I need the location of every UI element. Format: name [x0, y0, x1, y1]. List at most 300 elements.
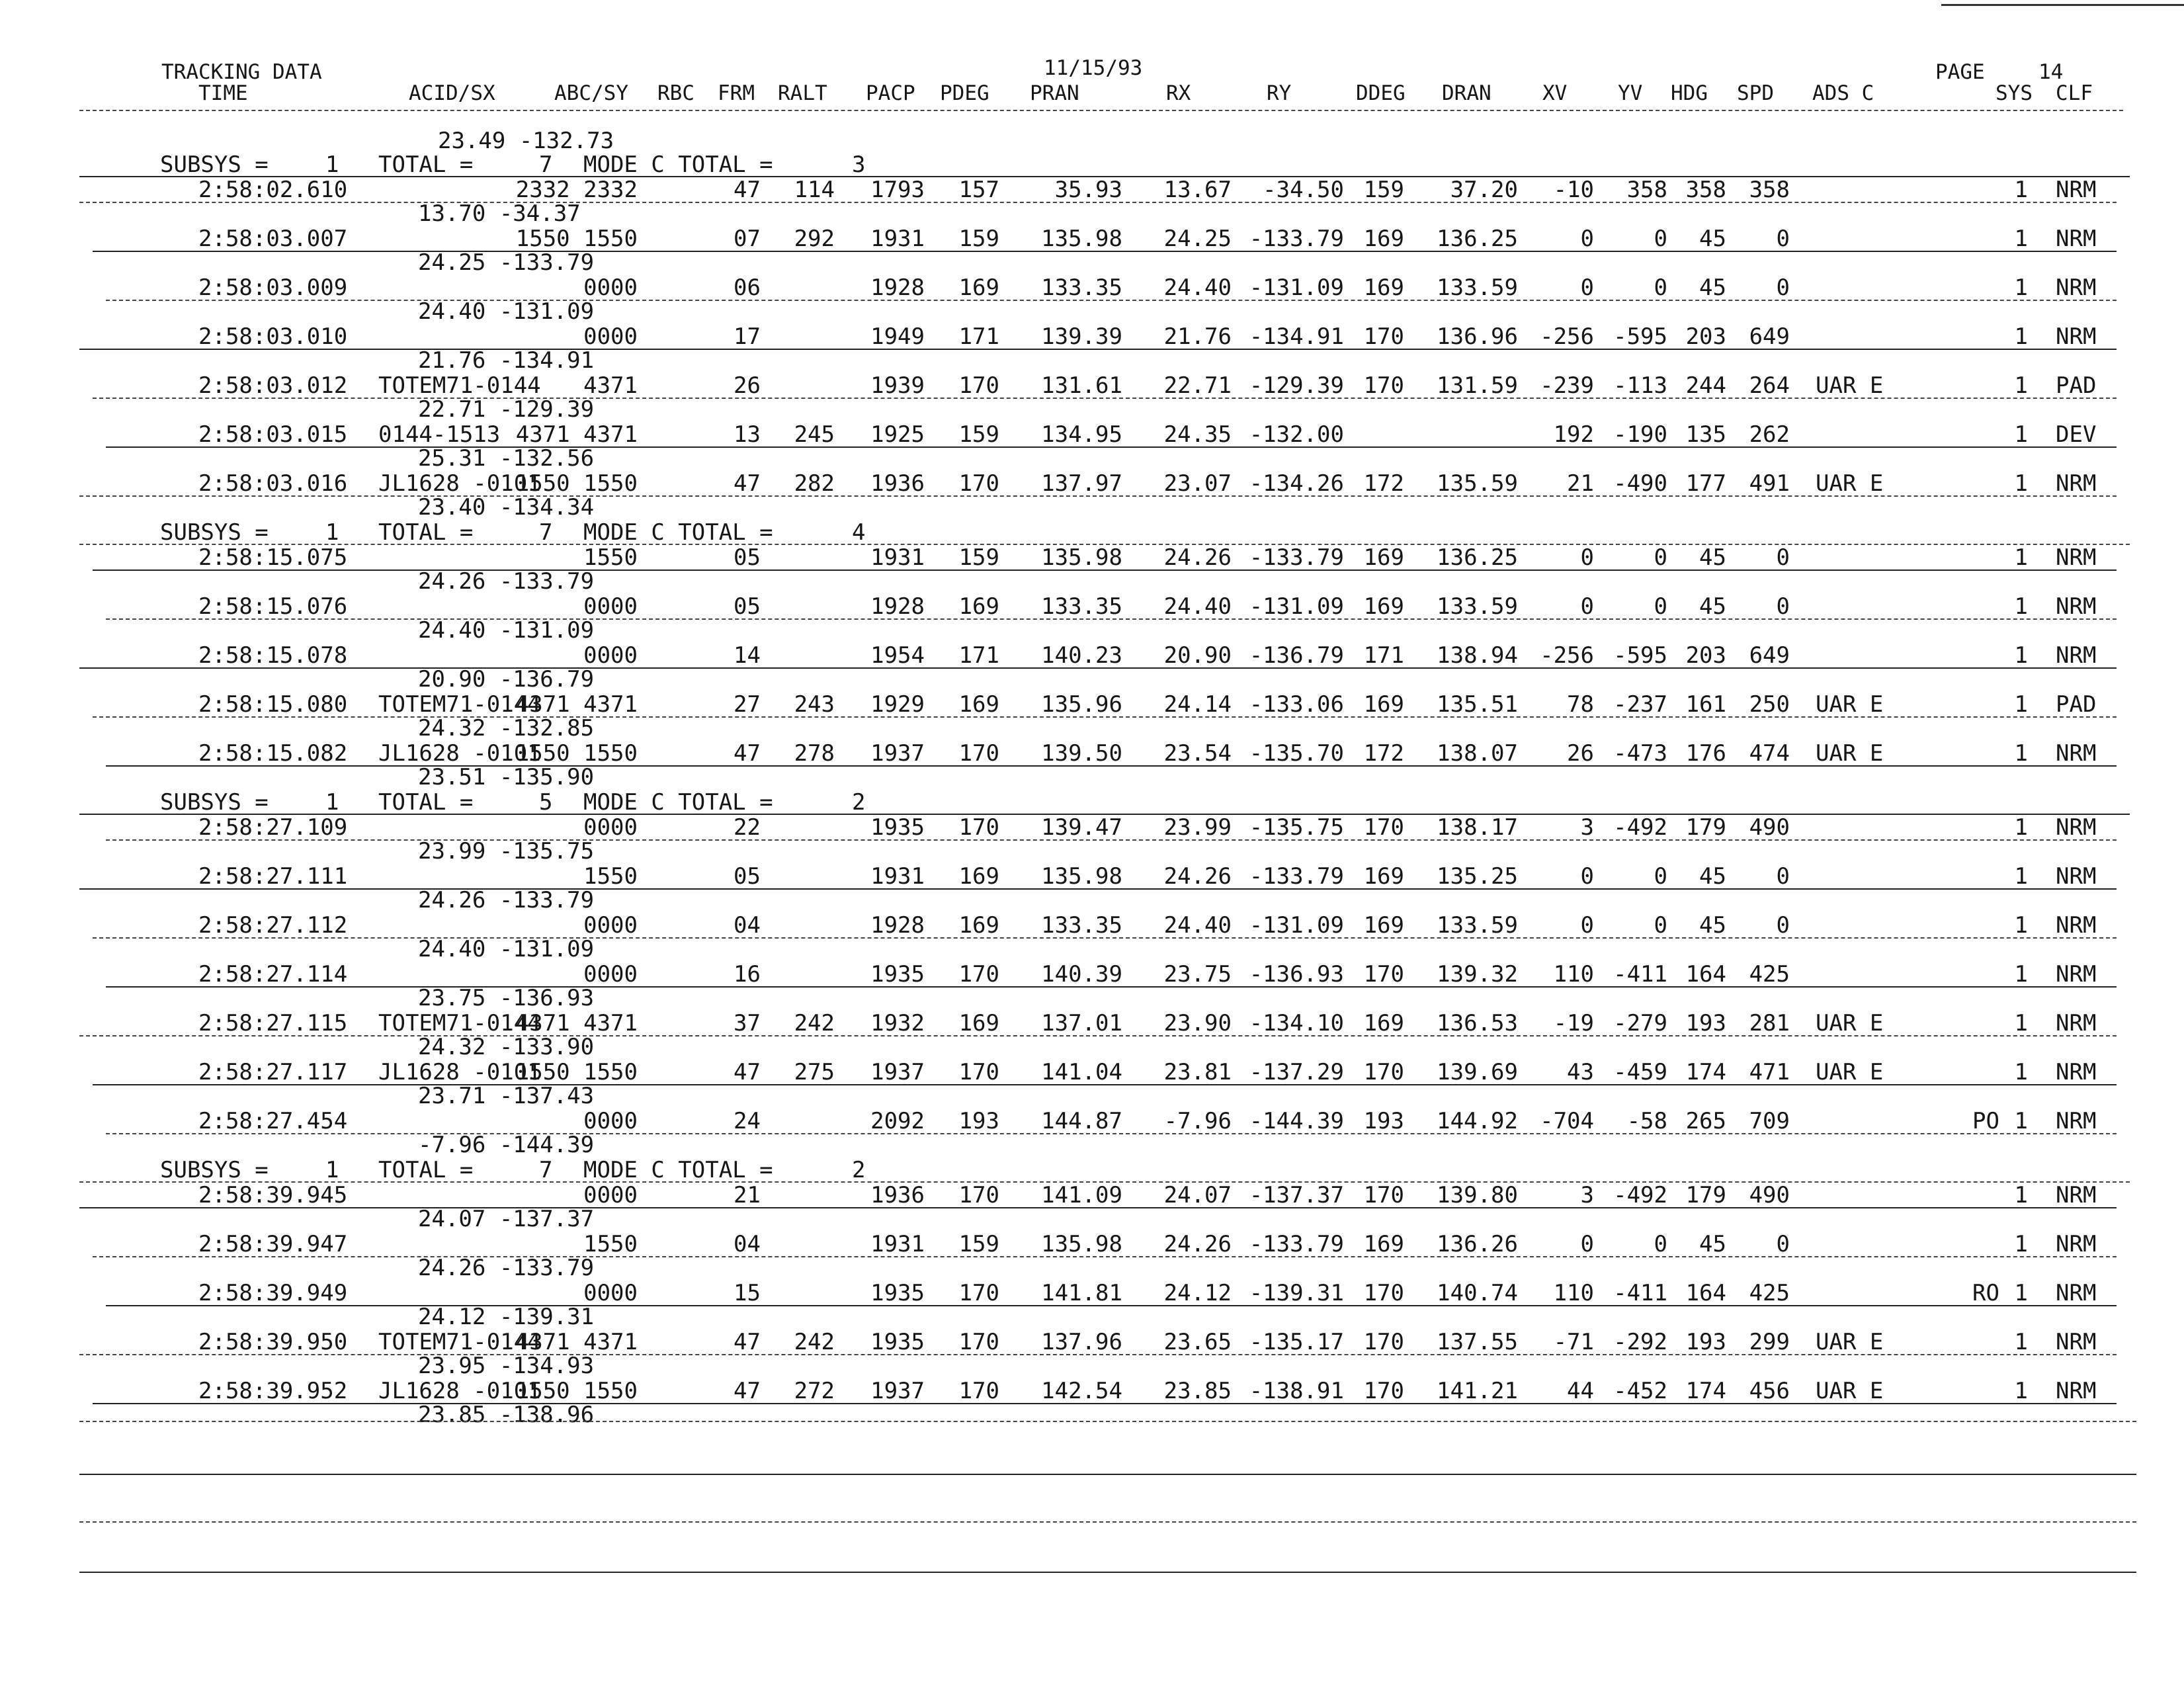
cell-ddeg: 170	[1363, 1059, 1404, 1085]
cell-abc: 4371 4371	[515, 691, 638, 718]
cell-ddeg: 169	[1363, 226, 1404, 252]
cell-xv: 0	[1580, 274, 1594, 301]
table-row	[106, 1305, 2117, 1306]
cell-pacp: 1925	[870, 421, 925, 448]
cell-yv: -190	[1613, 421, 1667, 448]
cell-hdg: 177	[1685, 470, 1726, 497]
cell-time: 2:58:03.012	[198, 372, 348, 399]
cell-acid: JL1628 -0101	[378, 1059, 541, 1085]
blank-ruled-line	[79, 1572, 2136, 1573]
top-right-edge-mark	[1941, 4, 2184, 6]
cell-rbc: 47	[734, 1329, 761, 1355]
cell-rbc: 04	[734, 1231, 761, 1257]
cell-dran: 136.96	[1437, 323, 1518, 350]
cell-hdg: 244	[1685, 372, 1726, 399]
cell-time: 2:58:27.112	[198, 912, 348, 939]
cell-hdg: 265	[1685, 1108, 1726, 1134]
cell-xv: 43	[1567, 1059, 1594, 1085]
cell-coordinates: 24.40 -131.09	[418, 617, 595, 644]
cell-pdeg: 157	[958, 177, 999, 203]
cell-clf: NRM	[2056, 1378, 2097, 1404]
cell-coordinates: 24.40 -131.09	[418, 298, 595, 325]
cell-pacp: 1928	[870, 912, 925, 939]
cell-pdeg: 193	[958, 1108, 999, 1134]
cell-ddeg: 169	[1363, 1010, 1404, 1036]
cell-time: 2:58:39.950	[198, 1329, 348, 1355]
table-row	[106, 765, 2117, 767]
cell-hdg: 358	[1685, 177, 1726, 203]
cell-time: 2:58:15.078	[198, 642, 348, 669]
cell-clf: DEV	[2056, 421, 2097, 448]
cell-xv: 0	[1580, 593, 1594, 620]
cell-time: 2:58:02.610	[198, 177, 348, 203]
cell-spd: 0	[1776, 593, 1790, 620]
cell-hdg: 45	[1699, 544, 1726, 571]
cell-rbc: 05	[734, 863, 761, 890]
page-label: PAGE	[1935, 60, 1985, 84]
cell-rbc: 16	[734, 961, 761, 988]
cell-pdeg: 169	[958, 1010, 999, 1036]
cell-pacp: 1935	[870, 1329, 925, 1355]
cell-spd: 358	[1749, 177, 1790, 203]
cell-rx: 23.65	[1163, 1329, 1232, 1355]
cell-coordinates: 24.25 -133.79	[418, 249, 595, 276]
column-header-ralt: RALT	[778, 81, 827, 105]
cell-pacp: 1937	[870, 1059, 925, 1085]
cell-time: 2:58:15.080	[198, 691, 348, 718]
mode-c-total-value: 3	[852, 151, 866, 178]
cell-dran: 136.53	[1437, 1010, 1518, 1036]
cell-hdg: 203	[1685, 323, 1726, 350]
total-label: TOTAL =	[378, 1157, 474, 1183]
cell-hdg: 174	[1685, 1059, 1726, 1085]
cell-sys: 1	[2014, 863, 2028, 890]
cell-pdeg: 170	[958, 814, 999, 841]
cell-xv: -256	[1540, 642, 1594, 669]
subsys-label: SUBSYS =	[160, 789, 269, 816]
cell-rx: 24.26	[1163, 1231, 1232, 1257]
cell-rx: 24.26	[1163, 544, 1232, 571]
column-header-pacp: PACP	[866, 81, 915, 105]
cell-xv: 0	[1580, 1231, 1594, 1257]
cell-clf: NRM	[2056, 177, 2097, 203]
column-header-xv: XV	[1542, 81, 1568, 105]
cell-time: 2:58:03.007	[198, 226, 348, 252]
cell-dran: 138.17	[1437, 814, 1518, 841]
cell-spd: 262	[1749, 421, 1790, 448]
cell-pdeg: 170	[958, 961, 999, 988]
cell-hdg: 179	[1685, 1182, 1726, 1208]
cell-pacp: 1928	[870, 593, 925, 620]
cell-spd: 425	[1749, 1280, 1790, 1306]
cell-spd: 0	[1776, 912, 1790, 939]
cell-pacp: 1936	[870, 470, 925, 497]
total-value: 5	[539, 789, 553, 816]
cell-yv: 358	[1626, 177, 1667, 203]
cell-xv: -71	[1553, 1329, 1594, 1355]
cell-ry: -138.91	[1249, 1378, 1344, 1404]
cell-coordinates: 23.99 -135.75	[418, 838, 595, 865]
cell-pran: 141.09	[1041, 1182, 1122, 1208]
table-row	[93, 1256, 2117, 1257]
cell-time: 2:58:03.016	[198, 470, 348, 497]
subsys-value: 1	[325, 151, 339, 178]
cell-ddeg: 170	[1363, 814, 1404, 841]
table-row	[93, 251, 2117, 252]
cell-rx: 24.26	[1163, 863, 1232, 890]
cell-rx: 24.14	[1163, 691, 1232, 718]
table-row	[79, 1035, 2117, 1036]
cell-yv: 0	[1654, 544, 1667, 571]
cell-clf: NRM	[2056, 740, 2097, 767]
cell-spd: 490	[1749, 1182, 1790, 1208]
cell-yv: -292	[1613, 1329, 1667, 1355]
cell-abc: 0000	[583, 1108, 638, 1134]
cell-ry: -144.39	[1249, 1108, 1344, 1134]
cell-dran: 139.32	[1437, 961, 1518, 988]
cell-pran: 133.35	[1041, 912, 1122, 939]
cell-acid: JL1628 -0101	[378, 1378, 541, 1404]
cell-pdeg: 170	[958, 1329, 999, 1355]
total-label: TOTAL =	[378, 519, 474, 546]
total-value: 7	[539, 151, 553, 178]
cell-sys: 1	[2014, 593, 2028, 620]
cell-sys: 1	[2014, 226, 2028, 252]
table-row	[93, 937, 2117, 939]
cell-rx: 23.81	[1163, 1059, 1232, 1085]
cell-pacp: 1936	[870, 1182, 925, 1208]
cell-clf: NRM	[2056, 961, 2097, 988]
cell-yv: -473	[1613, 740, 1667, 767]
cell-rbc: 26	[734, 372, 761, 399]
cell-coordinates: 22.71 -129.39	[418, 396, 595, 423]
table-row	[79, 888, 2117, 890]
cell-pdeg: 170	[958, 1378, 999, 1404]
cell-sys: 1	[2014, 691, 2028, 718]
cell-acid: TOTEM71-0144	[378, 372, 541, 399]
cell-time: 2:58:27.111	[198, 863, 348, 890]
cell-pran: 137.96	[1041, 1329, 1122, 1355]
cell-frm: 272	[794, 1378, 835, 1404]
cell-dran: 144.92	[1437, 1108, 1518, 1134]
cell-pacp: 1937	[870, 740, 925, 767]
table-row	[106, 1133, 2117, 1134]
total-label: TOTAL =	[378, 789, 474, 816]
cell-hdg: 179	[1685, 814, 1726, 841]
cell-spd: 0	[1776, 544, 1790, 571]
cell-frm: 114	[794, 177, 835, 203]
cell-spd: 0	[1776, 226, 1790, 252]
group-divider	[79, 814, 2130, 815]
cell-dran: 133.59	[1437, 593, 1518, 620]
cell-ro-flag: RO	[1972, 1280, 1999, 1306]
cell-clf: NRM	[2056, 1010, 2097, 1036]
cell-pacp: 1935	[870, 961, 925, 988]
cell-dran: 133.59	[1437, 274, 1518, 301]
cell-pdeg: 170	[958, 372, 999, 399]
cell-hdg: 176	[1685, 740, 1726, 767]
table-row	[79, 1207, 2117, 1208]
cell-ddeg: 159	[1363, 177, 1404, 203]
cell-coordinates: 24.07 -137.37	[418, 1206, 595, 1232]
cell-rbc: 07	[734, 226, 761, 252]
cell-pran: 134.95	[1041, 421, 1122, 448]
cell-ry: -131.09	[1249, 274, 1344, 301]
cell-yv: -411	[1613, 961, 1667, 988]
cell-dran: 135.25	[1437, 863, 1518, 890]
cell-sys: 1	[2014, 470, 2028, 497]
cell-pacp: 2092	[870, 1108, 925, 1134]
cell-coordinates: 24.26 -133.79	[418, 1255, 595, 1281]
cell-abc: 0000	[583, 912, 638, 939]
cell-coordinates: 23.85 -138.96	[418, 1402, 595, 1428]
mode-c-total-label: MODE C TOTAL =	[583, 1157, 773, 1183]
cell-ry: -129.39	[1249, 372, 1344, 399]
cell-pran: 131.61	[1041, 372, 1122, 399]
cell-pran: 139.47	[1041, 814, 1122, 841]
cell-yv: -595	[1613, 642, 1667, 669]
page-number: 14	[2038, 60, 2064, 84]
group-divider	[79, 176, 2130, 177]
cell-coordinates: 23.71 -137.43	[418, 1083, 595, 1109]
cell-coordinates: 24.32 -133.90	[418, 1034, 595, 1060]
table-row	[93, 1403, 2117, 1404]
cell-ddeg: 170	[1363, 323, 1404, 350]
cell-abc: 1550 1550	[515, 1059, 638, 1085]
cell-ry: -133.79	[1249, 544, 1344, 571]
cell-abc: 1550 1550	[515, 1378, 638, 1404]
cell-frm: 292	[794, 226, 835, 252]
cell-spd: 649	[1749, 323, 1790, 350]
cell-coordinates: 23.75 -136.93	[418, 985, 595, 1011]
cell-ddeg: 170	[1363, 1329, 1404, 1355]
cell-abc: 4371 4371	[515, 1329, 638, 1355]
cell-ry: -133.79	[1249, 226, 1344, 252]
cell-clf: NRM	[2056, 1108, 2097, 1134]
cell-ddeg: 171	[1363, 642, 1404, 669]
cell-ry: -135.17	[1249, 1329, 1344, 1355]
header-underline	[79, 110, 2123, 111]
cell-abc: 0000	[583, 593, 638, 620]
cell-sys: 1	[2014, 1059, 2028, 1085]
cell-clf: NRM	[2056, 593, 2097, 620]
cell-hdg: 203	[1685, 642, 1726, 669]
cell-pacp: 1935	[870, 1280, 925, 1306]
column-header-sys: SYS	[1995, 81, 2033, 105]
cell-pdeg: 170	[958, 1280, 999, 1306]
column-header-clf: CLF	[2056, 81, 2093, 105]
cell-acid: JL1628 -0101	[378, 740, 541, 767]
subsys-label: SUBSYS =	[160, 151, 269, 178]
cell-pacp: 1931	[870, 544, 925, 571]
cell-abc: 4371	[583, 372, 638, 399]
cell-pacp: 1935	[870, 814, 925, 841]
cell-abc: 0000	[583, 642, 638, 669]
cell-pdeg: 169	[958, 274, 999, 301]
cell-pdeg: 159	[958, 544, 999, 571]
cell-dran: 139.69	[1437, 1059, 1518, 1085]
cell-rx: 23.54	[1163, 740, 1232, 767]
cell-pdeg: 159	[958, 1231, 999, 1257]
cell-ry: -134.26	[1249, 470, 1344, 497]
cell-spd: 474	[1749, 740, 1790, 767]
cell-pacp: 1939	[870, 372, 925, 399]
cell-pran: 142.54	[1041, 1378, 1122, 1404]
cell-coordinates: 24.26 -133.79	[418, 568, 595, 595]
cell-acid: TOTEM71-0144	[378, 691, 541, 718]
cell-clf: NRM	[2056, 1231, 2097, 1257]
cell-yv: 0	[1654, 1231, 1667, 1257]
cell-ry: -134.10	[1249, 1010, 1344, 1036]
cell-rbc: 05	[734, 544, 761, 571]
cell-xv: -256	[1540, 323, 1594, 350]
cell-xv: -10	[1553, 177, 1594, 203]
cell-ads-c: UAR E	[1816, 1329, 1884, 1355]
cell-sys: 1	[2014, 1231, 2028, 1257]
cell-spd: 490	[1749, 814, 1790, 841]
cell-pran: 140.39	[1041, 961, 1122, 988]
cell-dran: 141.21	[1437, 1378, 1518, 1404]
cell-pdeg: 169	[958, 912, 999, 939]
table-row	[93, 398, 2117, 399]
cell-xv: 192	[1553, 421, 1594, 448]
table-row	[93, 1084, 2117, 1085]
mode-c-total-label: MODE C TOTAL =	[583, 151, 773, 178]
cell-sys: 1	[2014, 642, 2028, 669]
cell-abc: 1550	[583, 863, 638, 890]
cell-rx: -7.96	[1163, 1108, 1232, 1134]
cell-pacp: 1929	[870, 691, 925, 718]
cell-dran: 37.20	[1450, 177, 1518, 203]
lead-coordinate-line: 23.49 -132.73	[438, 128, 614, 154]
cell-yv: 0	[1654, 863, 1667, 890]
column-header-spd: SPD	[1737, 81, 1774, 105]
cell-coordinates: 24.26 -133.79	[418, 887, 595, 913]
cell-pacp: 1932	[870, 1010, 925, 1036]
table-row	[106, 839, 2117, 841]
cell-pdeg: 171	[958, 642, 999, 669]
cell-hdg: 164	[1685, 1280, 1726, 1306]
cell-rbc: 47	[734, 1059, 761, 1085]
cell-dran: 136.25	[1437, 544, 1518, 571]
cell-abc: 4371 4371	[515, 421, 638, 448]
subsys-label: SUBSYS =	[160, 519, 269, 546]
total-value: 7	[539, 519, 553, 546]
cell-pdeg: 170	[958, 740, 999, 767]
cell-clf: NRM	[2056, 1059, 2097, 1085]
cell-yv: -411	[1613, 1280, 1667, 1306]
cell-ads-c: UAR E	[1816, 1059, 1884, 1085]
cell-clf: PAD	[2056, 691, 2097, 718]
cell-rbc: 24	[734, 1108, 761, 1134]
cell-dran: 140.74	[1437, 1280, 1518, 1306]
cell-ry: -131.09	[1249, 593, 1344, 620]
cell-yv: -113	[1613, 372, 1667, 399]
cell-ads-c: UAR E	[1816, 470, 1884, 497]
cell-ry: -137.37	[1249, 1182, 1344, 1208]
cell-rbc: 22	[734, 814, 761, 841]
cell-coordinates: 23.95 -134.93	[418, 1353, 595, 1379]
cell-pdeg: 170	[958, 1059, 999, 1085]
cell-ro-flag: PO	[1972, 1108, 1999, 1134]
cell-hdg: 45	[1699, 1231, 1726, 1257]
cell-hdg: 193	[1685, 1010, 1726, 1036]
cell-time: 2:58:15.082	[198, 740, 348, 767]
group-divider	[79, 544, 2130, 545]
cell-pran: 135.96	[1041, 691, 1122, 718]
cell-rbc: 15	[734, 1280, 761, 1306]
cell-pran: 135.98	[1041, 544, 1122, 571]
cell-dran: 138.94	[1437, 642, 1518, 669]
cell-rx: 23.85	[1163, 1378, 1232, 1404]
cell-ddeg: 170	[1363, 1182, 1404, 1208]
cell-time: 2:58:39.949	[198, 1280, 348, 1306]
column-header-rx: RX	[1166, 81, 1191, 105]
cell-ddeg: 169	[1363, 863, 1404, 890]
cell-xv: -704	[1540, 1108, 1594, 1134]
cell-ddeg: 170	[1363, 1280, 1404, 1306]
cell-ddeg: 169	[1363, 274, 1404, 301]
cell-yv: -452	[1613, 1378, 1667, 1404]
cell-abc: 1550	[583, 1231, 638, 1257]
cell-ry: -137.29	[1249, 1059, 1344, 1085]
cell-clf: NRM	[2056, 470, 2097, 497]
column-header-yv: YV	[1618, 81, 1643, 105]
cell-pacp: 1928	[870, 274, 925, 301]
cell-sys: 1	[2014, 1280, 2028, 1306]
column-header-pran: PRAN	[1030, 81, 1079, 105]
cell-sys: 1	[2014, 1378, 2028, 1404]
cell-sys: 1	[2014, 961, 2028, 988]
cell-yv: -459	[1613, 1059, 1667, 1085]
cell-yv: -492	[1613, 1182, 1667, 1208]
cell-rx: 23.07	[1163, 470, 1232, 497]
cell-hdg: 45	[1699, 593, 1726, 620]
table-row	[93, 716, 2117, 718]
cell-ddeg: 170	[1363, 1378, 1404, 1404]
cell-xv: 78	[1567, 691, 1594, 718]
cell-acid: TOTEM71-0144	[378, 1329, 541, 1355]
cell-rbc: 47	[734, 740, 761, 767]
cell-ads-c: UAR E	[1816, 691, 1884, 718]
table-row	[93, 570, 2117, 571]
cell-xv: 0	[1580, 544, 1594, 571]
cell-spd: 0	[1776, 274, 1790, 301]
table-row	[79, 349, 2117, 350]
cell-clf: NRM	[2056, 1280, 2097, 1306]
cell-time: 2:58:15.076	[198, 593, 348, 620]
cell-coordinates: 24.32 -132.85	[418, 715, 595, 741]
cell-yv: -492	[1613, 814, 1667, 841]
cell-pran: 139.50	[1041, 740, 1122, 767]
cell-clf: PAD	[2056, 372, 2097, 399]
cell-yv: -279	[1613, 1010, 1667, 1036]
cell-acid: TOTEM71-0144	[378, 1010, 541, 1036]
cell-pdeg: 169	[958, 691, 999, 718]
cell-ry: -133.06	[1249, 691, 1344, 718]
cell-rx: 21.76	[1163, 323, 1232, 350]
table-row	[106, 446, 2117, 448]
cell-frm: 278	[794, 740, 835, 767]
cell-hdg: 193	[1685, 1329, 1726, 1355]
cell-ads-c: UAR E	[1816, 1378, 1884, 1404]
cell-spd: 649	[1749, 642, 1790, 669]
report-date: 11/15/93	[1044, 56, 1143, 80]
cell-coordinates: -7.96 -144.39	[418, 1132, 595, 1158]
cell-hdg: 45	[1699, 274, 1726, 301]
cell-clf: NRM	[2056, 814, 2097, 841]
cell-rbc: 21	[734, 1182, 761, 1208]
